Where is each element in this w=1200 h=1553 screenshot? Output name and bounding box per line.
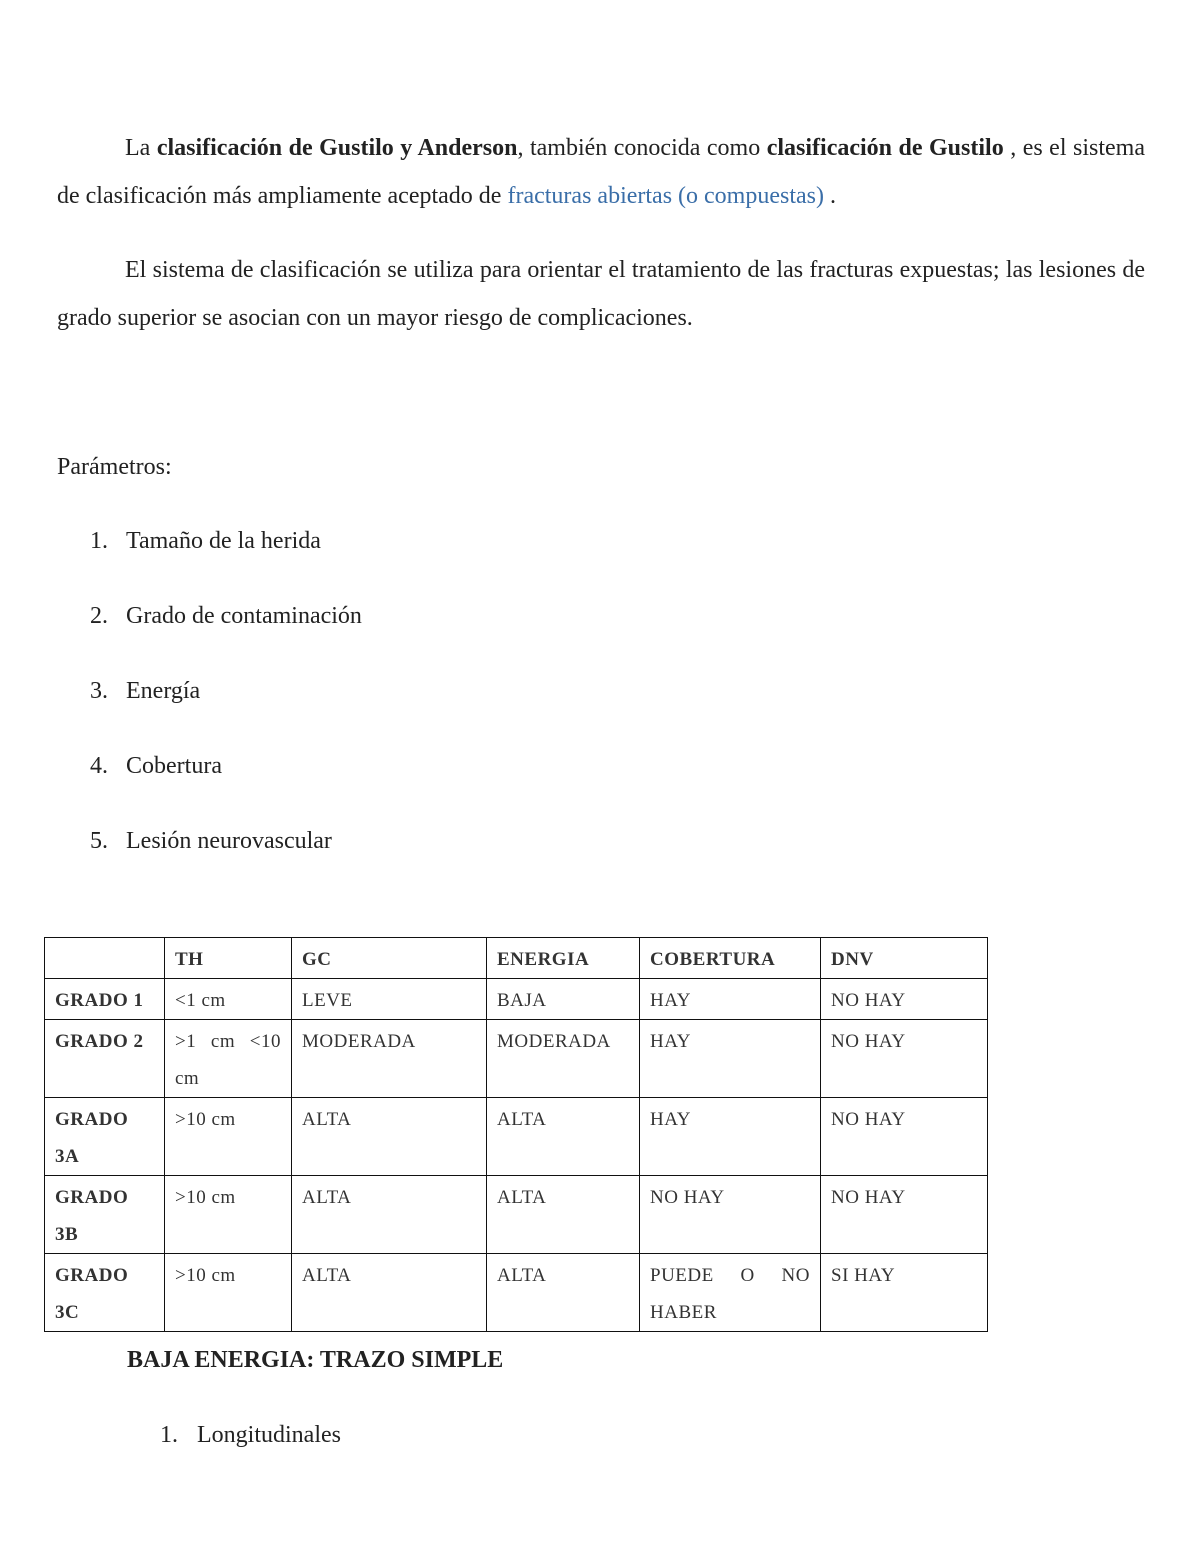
table-cell: MODERADA (487, 1020, 640, 1098)
table-cell: NO HAY (821, 1020, 988, 1098)
table-cell: PUEDE O NO HABER (640, 1254, 821, 1332)
table-row (45, 1098, 988, 1176)
list-number: 1. (90, 528, 108, 554)
intro-text: , también conocida como (517, 135, 767, 161)
table-header-row (45, 938, 988, 979)
table-cell: HAY (640, 1098, 821, 1176)
term-gustilo: clasificación de Gustilo (766, 135, 1004, 161)
table-cell: HAY (640, 979, 821, 1020)
intro-paragraph-1 (57, 124, 1145, 220)
list-item (90, 678, 362, 753)
list-text: Energía (126, 678, 201, 704)
list-number: 1. (160, 1422, 178, 1448)
table-cell: MODERADA (292, 1020, 487, 1098)
low-energy-list (160, 1422, 341, 1449)
parameters-list (90, 528, 362, 903)
table-cell: NO HAY (640, 1176, 821, 1254)
list-item (90, 753, 362, 828)
list-text: Longitudinales (197, 1422, 341, 1448)
table-row (45, 979, 988, 1020)
table-cell: ALTA (292, 1254, 487, 1332)
intro-text: . (824, 183, 836, 209)
table-cell: >10 cm (165, 1176, 292, 1254)
open-fractures-link[interactable]: fracturas abiertas (o compuestas) (507, 183, 824, 209)
row-header-cell: GRADO 2 (45, 1020, 165, 1098)
row-header-cell: GRADO 3A (45, 1098, 165, 1176)
list-item (160, 1422, 341, 1449)
low-energy-heading: BAJA ENERGIA: TRAZO SIMPLE (127, 1347, 504, 1373)
list-text: Cobertura (126, 753, 222, 779)
table-cell: ALTA (292, 1176, 487, 1254)
term-gustilo-anderson: clasificación de Gustilo y Anderson (156, 135, 518, 161)
list-item (90, 528, 362, 603)
row-header-cell: GRADO 3B (45, 1176, 165, 1254)
list-number: 3. (90, 678, 108, 704)
list-item (90, 828, 362, 903)
table-row (45, 1254, 988, 1332)
table-cell: LEVE (292, 979, 487, 1020)
gustilo-grades-table (44, 937, 988, 1332)
table-cell: BAJA (487, 979, 640, 1020)
table-cell: NO HAY (821, 1098, 988, 1176)
table-header-cell (45, 938, 165, 979)
table-cell: >1 cm <10 cm (165, 1020, 292, 1098)
table-cell: ALTA (487, 1176, 640, 1254)
table-cell: HAY (640, 1020, 821, 1098)
table-cell: ALTA (487, 1254, 640, 1332)
table-cell: ALTA (487, 1098, 640, 1176)
table-header-cell: ENERGIA (487, 938, 640, 979)
list-text: Grado de contaminación (126, 603, 362, 629)
table-header-cell: TH (165, 938, 292, 979)
list-number: 4. (90, 753, 108, 779)
list-number: 2. (90, 603, 108, 629)
intro-paragraph-2 (57, 246, 1145, 342)
table-cell: >10 cm (165, 1254, 292, 1332)
list-number: 5. (90, 828, 108, 854)
table-row (45, 1020, 988, 1098)
parameters-heading: Parámetros: (57, 454, 172, 480)
list-text: Lesión neurovascular (126, 828, 332, 854)
table-row (45, 1176, 988, 1254)
list-text: Tamaño de la herida (126, 528, 321, 554)
table-cell: NO HAY (821, 979, 988, 1020)
row-header-cell: GRADO 3C (45, 1254, 165, 1332)
table-header-cell: COBERTURA (640, 938, 821, 979)
list-item (90, 603, 362, 678)
row-header-cell: GRADO 1 (45, 979, 165, 1020)
table-cell: SI HAY (821, 1254, 988, 1332)
table-cell: ALTA (292, 1098, 487, 1176)
table-cell: <1 cm (165, 979, 292, 1020)
table-header-cell: GC (292, 938, 487, 979)
table-header-cell: DNV (821, 938, 988, 979)
intro-text: La (125, 135, 157, 161)
table-cell: NO HAY (821, 1176, 988, 1254)
intro-text: El sistema de clasificación se utiliza para orientar el tratamiento de las fracturas expuestas; las lesiones de grado superior se asocian con un mayor riesgo de complicaciones. (57, 257, 1145, 331)
intro-text: , es el sistema de clasificación más ampliamente aceptado de (57, 135, 1145, 209)
table-cell: >10 cm (165, 1098, 292, 1176)
